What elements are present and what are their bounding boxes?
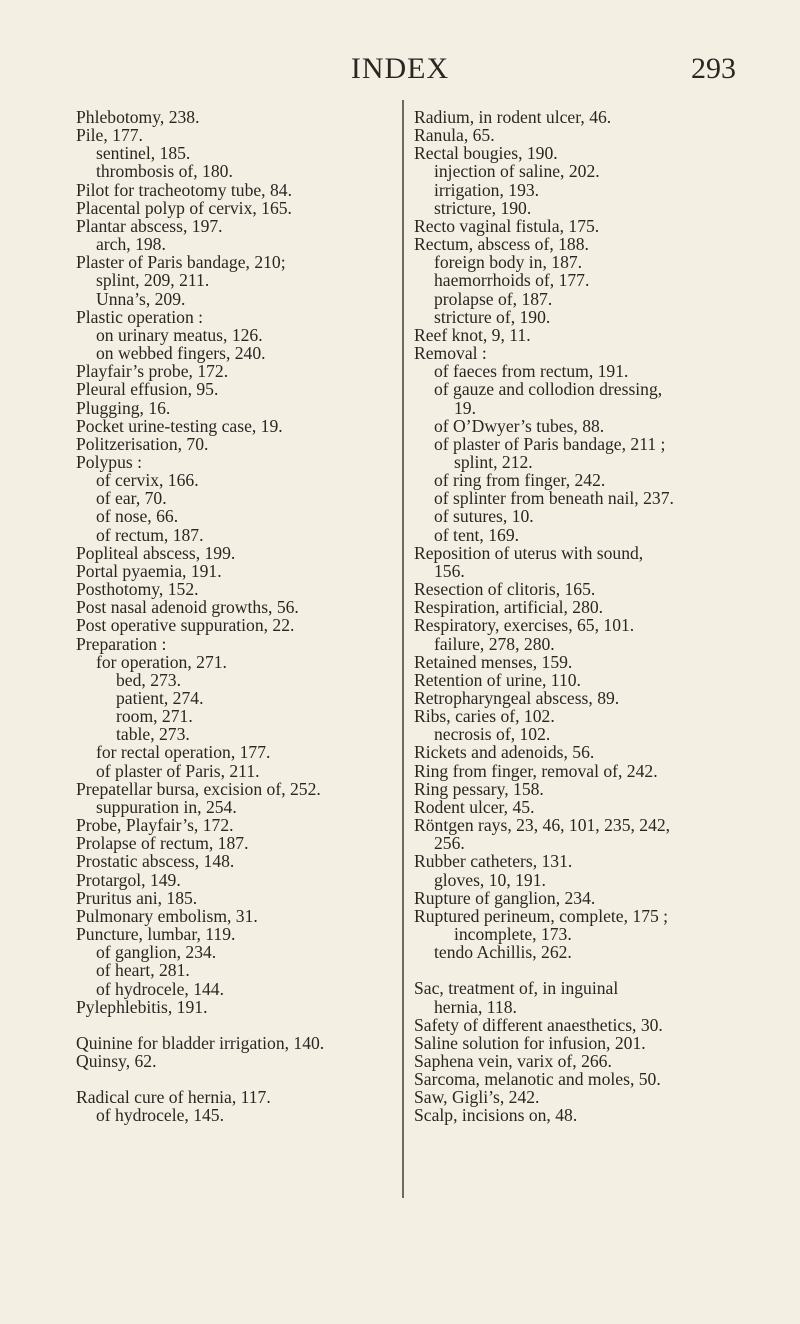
index-subentry: tendo Achillis, 262.	[434, 942, 572, 963]
index-subentry: room, 271.	[116, 706, 193, 727]
index-subentry: failure, 278, 280.	[434, 633, 555, 654]
index-entry: Recto vaginal fistula, 175.	[414, 215, 600, 236]
index-entry: Prostatic abscess, 148.	[76, 851, 235, 872]
index-entry: Post operative suppuration, 22.	[76, 615, 295, 636]
index-subentry: of nose, 66.	[96, 506, 179, 527]
index-subentry: of tent, 169.	[434, 524, 520, 545]
index-subentry: of gauze and collodion dressing,	[434, 379, 663, 400]
index-subentry: sentinel, 185.	[96, 143, 191, 164]
index-subentry: hernia, 118.	[434, 996, 517, 1017]
index-entry: Plastic operation :	[76, 306, 204, 327]
index-subentry: stricture of, 190.	[434, 306, 551, 327]
index-column-right	[414, 108, 744, 1125]
index-entry: Safety of different anaesthetics, 30.	[414, 1014, 663, 1035]
index-subentry: of splinter from beneath nail, 237.	[434, 488, 674, 509]
index-entry: Sac, treatment of, in inguinal	[414, 978, 619, 999]
index-subentry: suppuration in, 254.	[96, 796, 237, 817]
index-entry: Radium, in rodent ulcer, 46.	[414, 107, 612, 127]
index-entry: Portal pyaemia, 191.	[76, 560, 222, 581]
index-entry: Rickets and adenoids, 56.	[414, 742, 595, 763]
index-entry: Scalp, incisions on, 48.	[414, 1105, 578, 1126]
index-subentry: of cervix, 166.	[96, 470, 199, 491]
index-entry: Playfair’s probe, 172.	[76, 361, 229, 382]
index-entry: Post nasal adenoid growths, 56.	[76, 597, 299, 618]
index-entry: Probe, Playfair’s, 172.	[76, 815, 234, 836]
index-entry: Retention of urine, 110.	[414, 669, 581, 690]
index-subentry: table, 273.	[116, 724, 190, 745]
index-entry: Polypus :	[76, 451, 142, 472]
index-entry: Pleural effusion, 95.	[76, 379, 219, 400]
index-subentry: Unna’s, 209.	[96, 288, 186, 309]
index-subentry: haemorrhoids of, 177.	[434, 270, 590, 291]
index-entry: Pruritus ani, 185.	[76, 887, 198, 908]
index-entry: Röntgen rays, 23, 46, 101, 235, 242,	[414, 815, 671, 836]
index-subentry: irrigation, 193.	[434, 179, 540, 200]
section-gap	[76, 1070, 394, 1088]
index-subentry: on urinary meatus, 126.	[96, 324, 263, 345]
index-entry: Rodent ulcer, 45.	[414, 796, 535, 817]
index-entry: Pocket urine-testing case, 19.	[76, 415, 283, 436]
index-entry: Pulmonary embolism, 31.	[76, 905, 258, 926]
index-subentry: arch, 198.	[96, 234, 166, 255]
index-entry: Placental polyp of cervix, 165.	[76, 197, 292, 218]
index-entry: Popliteal abscess, 199.	[76, 542, 236, 563]
index-entry: Quinine for bladder irrigation, 140.	[76, 1032, 325, 1053]
index-subentry: of rectum, 187.	[96, 524, 204, 545]
index-entry: Sarcoma, melanotic and moles, 50.	[414, 1069, 661, 1090]
index-entry: Ranula, 65.	[414, 125, 495, 146]
page-title: INDEX	[350, 52, 450, 85]
index-entry: Ring pessary, 158.	[414, 778, 544, 799]
index-subentry: patient, 274.	[116, 688, 204, 708]
index-entry: Rectal bougies, 190.	[414, 143, 558, 164]
section-gap	[76, 1016, 394, 1034]
index-subentry: necrosis of, 102.	[434, 724, 551, 745]
index-subentry: gloves, 10, 191.	[434, 869, 546, 890]
index-entry: Respiratory, exercises, 65, 101.	[414, 615, 635, 636]
index-entry: Prepatellar bursa, excision of, 252.	[76, 778, 321, 799]
index-subentry: bed, 273.	[116, 669, 181, 690]
page-number: 293	[691, 52, 736, 85]
column-divider	[402, 100, 404, 1198]
index-entry: Ruptured perineum, complete, 175 ;	[414, 905, 669, 926]
index-subentry: for operation, 271.	[96, 651, 227, 672]
index-entry: Ribs, caries of, 102.	[414, 706, 555, 727]
index-entry: Retropharyngeal abscess, 89.	[414, 688, 620, 708]
index-subentry: of ear, 70.	[96, 488, 167, 509]
index-subentry: splint, 212.	[454, 451, 533, 472]
index-subentry: of O’Dwyer’s tubes, 88.	[434, 415, 605, 436]
index-subentry: foreign body in, 187.	[434, 252, 583, 273]
index-subentry: on webbed fingers, 240.	[96, 343, 266, 364]
index-entry: Respiration, artificial, 280.	[414, 597, 604, 618]
index-entry: Politzerisation, 70.	[76, 433, 209, 454]
index-subentry: of hydrocele, 144.	[96, 978, 225, 999]
section-gap	[414, 961, 744, 979]
index-subentry: incomplete, 173.	[454, 924, 572, 945]
index-entry: Resection of clitoris, 165.	[414, 579, 596, 600]
index-entry: Prolapse of rectum, 187.	[76, 833, 249, 854]
index-entry: Preparation :	[76, 633, 167, 654]
index-subentry: of ring from finger, 242.	[434, 470, 606, 491]
index-entry: Pilot for tracheotomy tube, 84.	[76, 179, 292, 200]
index-entry: Reposition of uterus with sound,	[414, 542, 644, 563]
index-entry: Posthotomy, 152.	[76, 579, 199, 600]
index-entry: Saline solution for infusion, 201.	[414, 1032, 646, 1053]
index-entry: Rubber catheters, 131.	[414, 851, 573, 872]
index-subentry: 156.	[434, 560, 465, 581]
index-entry: Reef knot, 9, 11.	[414, 324, 531, 345]
index-entry: Rectum, abscess of, 188.	[414, 234, 589, 255]
index-subentry: of plaster of Paris bandage, 211 ;	[434, 433, 666, 454]
running-head	[0, 52, 800, 92]
index-entry: Protargol, 149.	[76, 869, 181, 890]
index-subentry: of hydrocele, 145.	[96, 1105, 225, 1126]
index-entry: Radical cure of hernia, 117.	[76, 1087, 271, 1108]
index-subentry: of heart, 281.	[96, 960, 190, 981]
index-subentry: of ganglion, 234.	[96, 942, 217, 963]
index-entry: Ring from finger, removal of, 242.	[414, 760, 658, 781]
index-entry: Saphena vein, varix of, 266.	[414, 1050, 612, 1071]
index-entry: Plantar abscess, 197.	[76, 215, 223, 236]
index-entry: Pylephlebitis, 191.	[76, 996, 208, 1017]
index-subentry: thrombosis of, 180.	[96, 161, 233, 182]
index-entry: Pile, 177.	[76, 125, 143, 146]
index-entry: Phlebotomy, 238.	[76, 107, 200, 127]
index-subentry: 19.	[454, 397, 476, 418]
index-entry: Saw, Gigli’s, 242.	[414, 1087, 540, 1108]
index-subentry: injection of saline, 202.	[434, 161, 600, 182]
index-entry: Puncture, lumbar, 119.	[76, 924, 236, 945]
index-subentry: stricture, 190.	[434, 197, 532, 218]
index-subentry: for rectal operation, 177.	[96, 742, 271, 763]
index-column-left	[76, 108, 394, 1124]
index-entry: Quinsy, 62.	[76, 1050, 157, 1071]
index-subentry: 256.	[434, 833, 465, 854]
index-entry: Plaster of Paris bandage, 210;	[76, 252, 286, 273]
index-subentry: of sutures, 10.	[434, 506, 534, 527]
index-subentry: of plaster of Paris, 211.	[96, 760, 260, 781]
index-entry: Plugging, 16.	[76, 397, 171, 418]
index-subentry: prolapse of, 187.	[434, 288, 553, 309]
index-subentry: of faeces from rectum, 191.	[434, 361, 629, 382]
index-subentry: splint, 209, 211.	[96, 270, 210, 291]
index-entry: Removal :	[414, 343, 487, 364]
index-entry: Retained menses, 159.	[414, 651, 573, 672]
index-entry: Rupture of ganglion, 234.	[414, 887, 596, 908]
